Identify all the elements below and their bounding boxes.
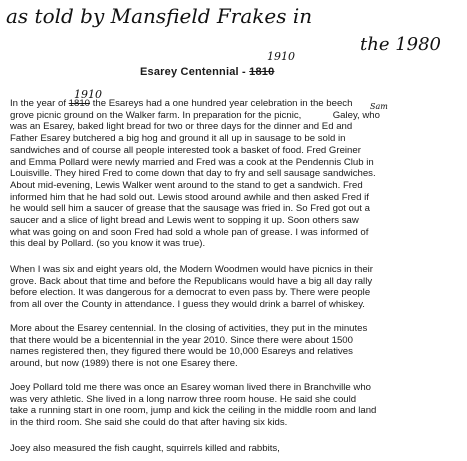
handwritten-year-title: 1910 xyxy=(267,50,295,63)
text-line: he would sell him a saucer of grease that the sausage was fried in. So Fred got out a xyxy=(10,203,370,215)
text-line: around, but now (1989) there is not one Esarey there. xyxy=(10,358,238,370)
paragraph-5 xyxy=(10,443,462,455)
page-title xyxy=(140,66,274,78)
title-struck-year: 1810 xyxy=(249,66,275,78)
text-line: that there would be a bicentennial in the year 2010. Since there were about 1500 xyxy=(10,334,353,346)
title-text: Esarey Centennial - xyxy=(140,66,246,78)
text-line: in the third room. She said she could do that after having six kids. xyxy=(10,417,288,429)
text-line: was very athletic. She lived in a long narrow three room house. He said she could xyxy=(10,393,357,405)
text-line: Joey also measured the fish caught, squirrels killed and rabbits, xyxy=(10,443,280,454)
text-line: Father Esarey butchered a big hog and ground it all up in sausage to be sold in xyxy=(10,133,346,145)
paragraph-1 xyxy=(10,98,462,250)
text-line: Louisville. They hired Fred to come down that day to fry and sell sausage sandwiches. xyxy=(10,168,376,180)
text-line: from all over the County in attendance. I guess they would drink a barrel of whiskey. xyxy=(10,299,365,311)
text-line: saucer and a slice of light bread and Lewis went to sopping it up. Soon others saw xyxy=(10,215,359,227)
text-line: and Emma Pollard were newly married and Fred was a cook at the Pendennis Club in xyxy=(10,156,374,168)
text-line: what was going on and soon Fred had sold a whole pan of grease. I was informed of xyxy=(10,226,369,238)
text-line: sandwiches and of course all people interested took a basket of food. Fred Greiner xyxy=(10,144,361,156)
text-line: grove picnic ground on the Walker farm. In preparation for the picnic, Galey, who xyxy=(10,109,380,121)
text-line: was an Esarey, baked light bread for two or three days for the dinner and Ed and xyxy=(10,121,353,133)
text-line: Joey Pollard told me there was once an Esarey woman lived there in Branchville who xyxy=(10,382,372,393)
paragraph-4 xyxy=(10,382,462,429)
text-line: When I was six and eight years old, the Modern Woodmen would have picnics in their xyxy=(10,264,373,275)
handwritten-name-sam: Sam xyxy=(370,102,388,111)
text-line: this deal by Pollard. (so you know it was true). xyxy=(10,238,206,250)
handwritten-note-line1: as told by Mansfield Frakes in xyxy=(6,4,313,28)
text-line: In the year of 1810 the Esareys had a one hundred year celebration in the beech xyxy=(10,98,353,109)
paragraph-2 xyxy=(10,264,462,311)
handwritten-year-paragraph: 1910 xyxy=(74,88,102,101)
text-line: More about the Esarey centennial. In the closing of activities, they put in the minutes xyxy=(10,323,368,334)
text-line: grove. Back about that time and before the Republicans would have a big all day rally xyxy=(10,275,373,287)
struck-year: 1810 xyxy=(68,98,91,109)
text-line: informed him that he had sold out. Lewis stood around awhile and then asked Fred if xyxy=(10,191,369,203)
handwritten-note-line2: the 1980 xyxy=(360,34,442,55)
text-line: before election. It was dangerous for a democrat to even pass by. There were people xyxy=(10,287,371,299)
text-line: About mid-evening, Lewis Walker went around to the stand to get a sandwich. Fred xyxy=(10,179,363,191)
text-line: take a running start in one room, jump and kick the ceiling in the middle room and land xyxy=(10,405,377,417)
text-line: names registered then, they figured there would be 10,000 Esareys and relatives xyxy=(10,346,353,358)
paragraph-3 xyxy=(10,323,462,370)
